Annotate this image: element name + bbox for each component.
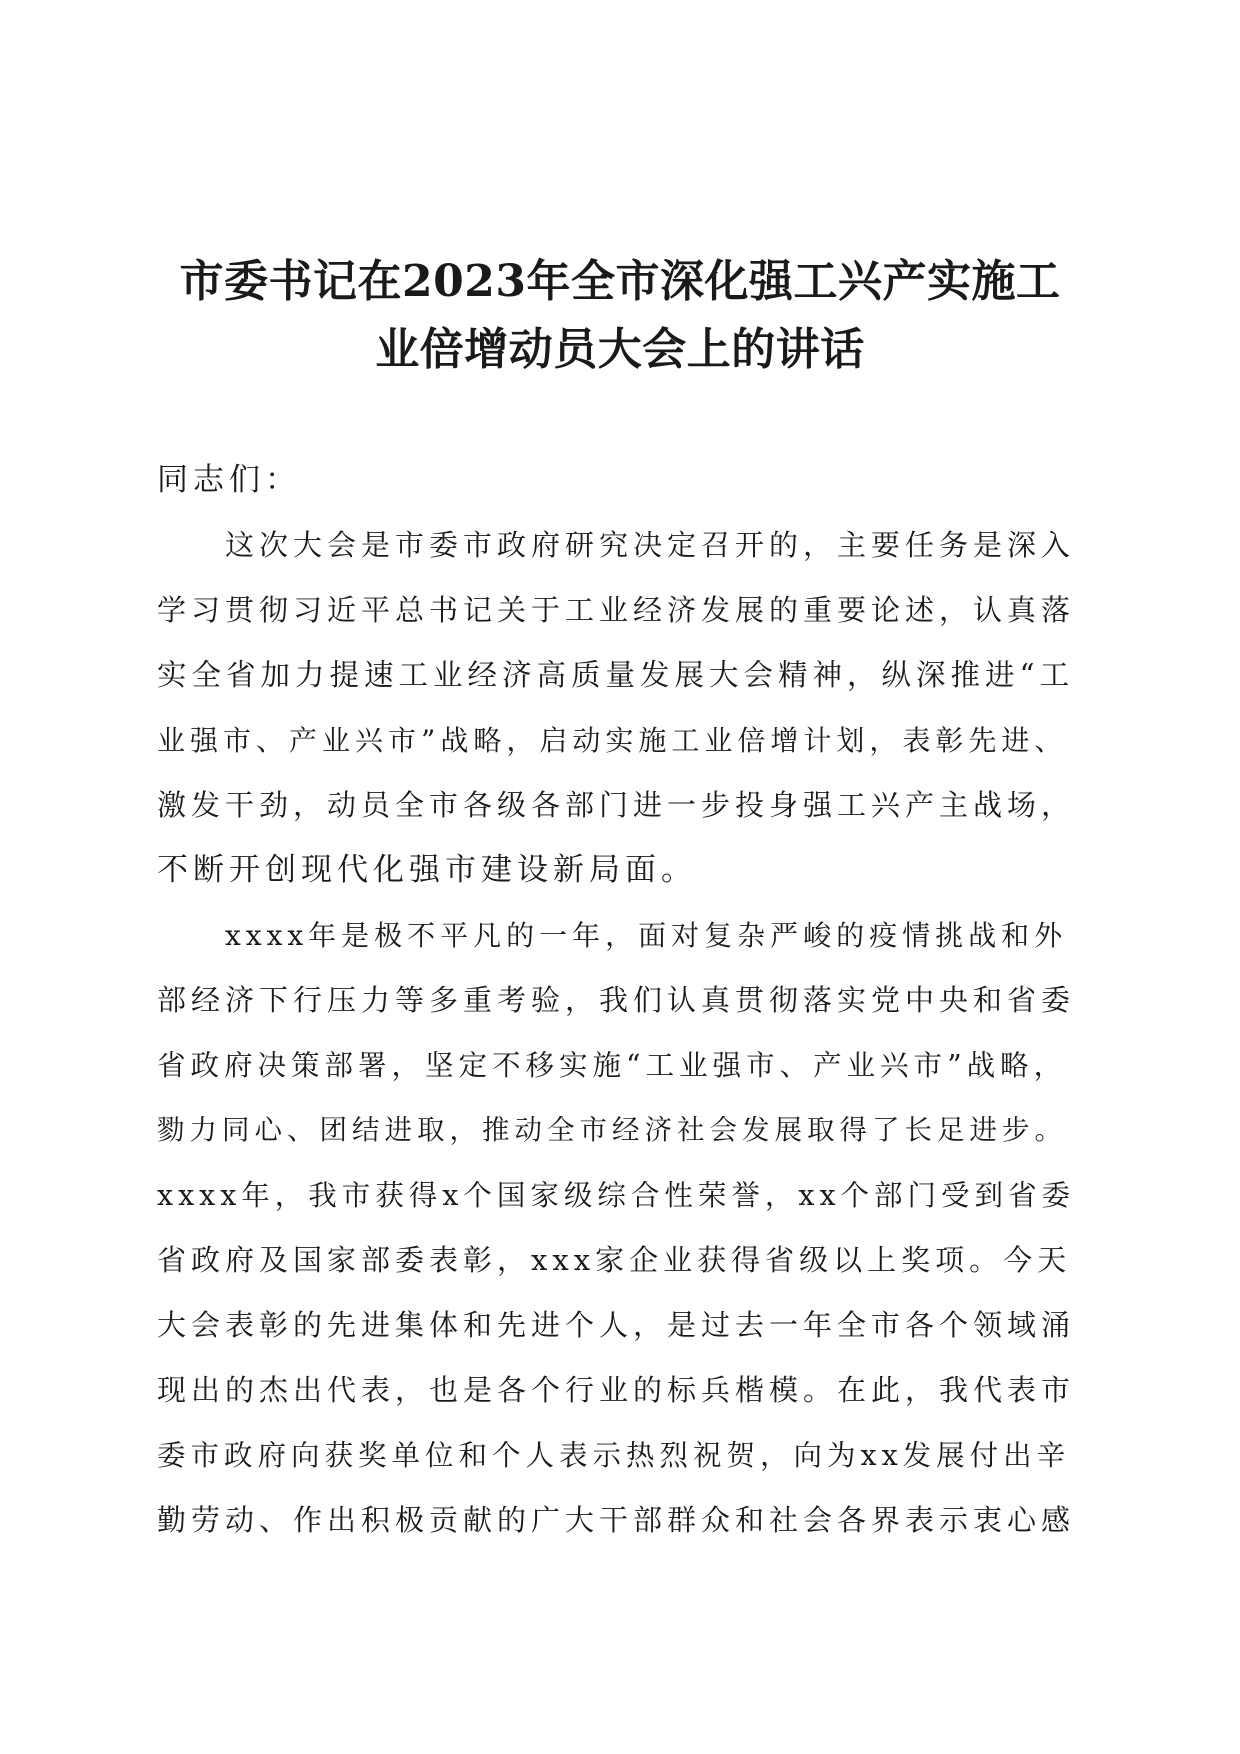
paragraph-line: 省政府决策部署，坚定不移实施“工业强市、产业兴市”战略，	[157, 1049, 1068, 1082]
paragraph-line: xxxx年是极不平凡的一年，面对复杂严峻的疫情挑战和外	[225, 919, 1068, 952]
paragraph-line: 激发干劲，动员全市各级各部门进一步投身强工兴产主战场，	[157, 788, 1076, 822]
paragraph-line: 学习贯彻习近平总书记关于工业经济发展的重要论述，认真落	[157, 593, 1076, 627]
paragraph-line: xxxx年，我市获得x个国家级综合性荣誉，xx个部门受到省委	[157, 1179, 1076, 1212]
title-line-1: 市委书记在2023年全市深化强工兴产实施工	[179, 256, 1061, 307]
paragraph-line: 勠力同心、团结进取，推动全市经济社会发展取得了长足进步。	[157, 1114, 1067, 1146]
paragraph-line: 这次大会是市委市政府研究决定召开的，主要任务是深入	[225, 528, 1076, 562]
paragraph-line: 大会表彰的先进集体和先进个人，是过去一年全市各个领域涌	[157, 1308, 1076, 1342]
paragraph-1	[157, 513, 1077, 903]
paragraph-line: 业强市、产业兴市”战略，启动实施工业倍增计划，表彰先进、	[157, 724, 1068, 757]
paragraph-2	[157, 903, 1077, 1553]
paragraph-line: 实全省加力提速工业经济高质量发展大会精神，纵深推进“工	[157, 658, 1075, 692]
document-title	[140, 248, 1100, 384]
paragraph-line: 现出的杰出代表，也是各个行业的标兵楷模。在此，我代表市	[157, 1373, 1076, 1407]
paragraph-line: 部经济下行压力等多重考验，我们认真贯彻落实党中央和省委	[157, 983, 1076, 1017]
paragraph-line: 省政府及国家部委表彰，xxx家企业获得省级以上奖项。今天	[157, 1243, 1072, 1277]
document-body	[157, 448, 1077, 1553]
paragraph-line: 委市政府向获奖单位和个人表示热烈祝贺，向为xx发展付出辛	[157, 1439, 1071, 1472]
title-line-2: 业倍增动员大会上的讲话	[375, 324, 865, 375]
salutation: 同志们：	[157, 462, 301, 498]
paragraph-line: 不断开创现代化强市建设新局面。	[157, 852, 697, 888]
paragraph-line: 勤劳动、作出积极贡献的广大干部群众和社会各界表示衷心感	[157, 1503, 1076, 1537]
